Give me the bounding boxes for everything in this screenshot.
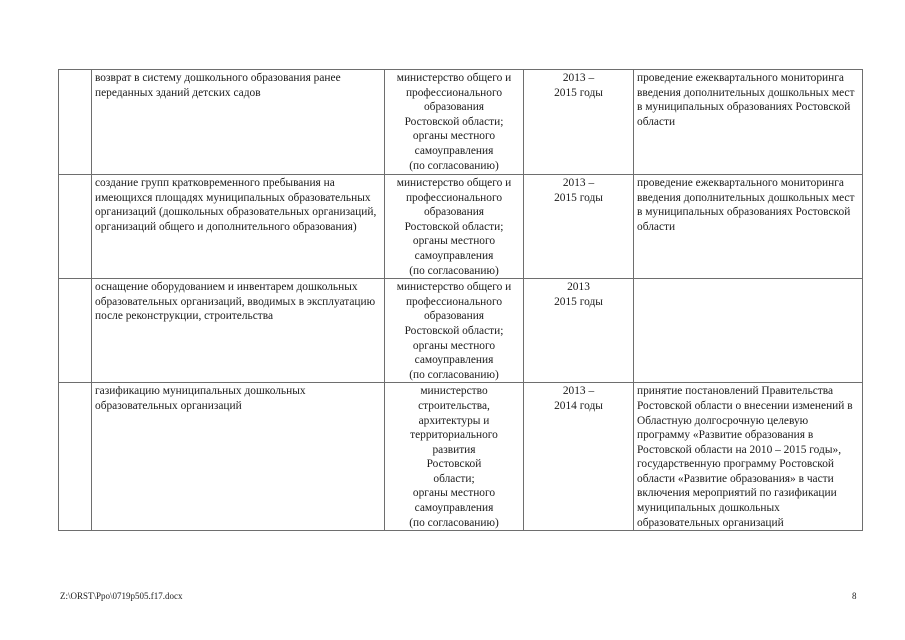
row-number-cell (59, 279, 92, 383)
footer-file-path: Z:\ORST\Ppo\0719p505.f17.docx (60, 591, 183, 601)
page-number: 8 (852, 591, 857, 601)
measure-cell: газификацию муниципальных дошкольных образовательных организаций (92, 383, 385, 531)
result-cell (634, 279, 863, 383)
result-cell: проведение ежеквартального мониторинга введения дополнительных дошкольных мест в муниципальных образованиях Ростовской области (634, 175, 863, 279)
executor-cell: министерство строительства, архитектуры и территориального развития Ростовской области; органы местного самоуправления (по согласованию) (385, 383, 524, 531)
row-number-cell (59, 175, 92, 279)
term-cell: 2013 – 2015 годы (524, 70, 634, 175)
term-cell: 2013 – 2015 годы (524, 175, 634, 279)
result-cell: принятие постановлений Правительства Ростовской области о внесении изменений в Областную долгосрочную целевую программу «Развитие образования в Ростовской области на 2010 – 2015 годы», государственную программу Ростовской области «Развитие образования» в части включения мероприятий по газификации муниципальных дошкольных образовательных организаций (634, 383, 863, 531)
measures-table (58, 69, 863, 531)
measure-cell: возврат в систему дошкольного образования ранее переданных зданий детских садов (92, 70, 385, 175)
executor-cell: министерство общего и профессионального образования Ростовской области; органы местного самоуправления (по согласованию) (385, 279, 524, 383)
row-number-cell (59, 70, 92, 175)
executor-cell: министерство общего и профессионального образования Ростовской области; органы местного самоуправления (по согласованию) (385, 70, 524, 175)
result-cell: проведение ежеквартального мониторинга введения дополнительных дошкольных мест в муниципальных образованиях Ростовской области (634, 70, 863, 175)
row-number-cell (59, 383, 92, 531)
term-cell: 2013 2015 годы (524, 279, 634, 383)
table-row (59, 70, 863, 175)
term-cell: 2013 – 2014 годы (524, 383, 634, 531)
table-row (59, 279, 863, 383)
measure-cell: создание групп кратковременного пребывания на имеющихся площадях муниципальных образовательных организаций (дошкольных образовательных организаций, организаций общего и дополнительного образования) (92, 175, 385, 279)
executor-cell: министерство общего и профессионального образования Ростовской области; органы местного самоуправления (по согласованию) (385, 175, 524, 279)
table-row (59, 383, 863, 531)
measure-cell: оснащение оборудованием и инвентарем дошкольных образовательных организаций, вводимых в эксплуатацию после реконструкции, строительства (92, 279, 385, 383)
table-row (59, 175, 863, 279)
